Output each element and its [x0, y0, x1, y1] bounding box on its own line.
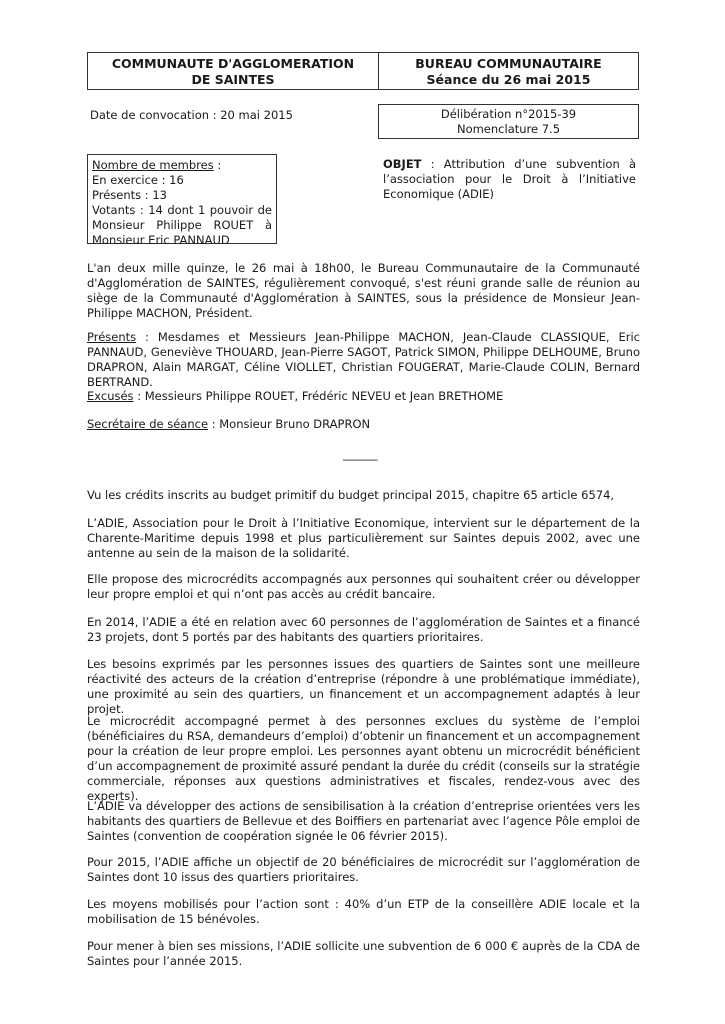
convocation-date: Date de convocation : 20 mai 2015: [90, 108, 293, 122]
members-presents: Présents : 13: [92, 188, 167, 202]
presents-text: : Mesdames et Messieurs Jean-Philippe MACHON, Jean-Claude CLASSIQUE, Eric PANNAUD, Geneviève THOUARD, Jean-Pierre SAGOT, Patrick SIMON, Philippe DELHOUME, Bruno DRAPRON, Alain MARGAT, Céline VIOLLET, Christian FOUGERAT, Marie-Claude COLIN, Bernard BERTRAND.: [87, 330, 640, 389]
excuses-paragraph: [87, 389, 640, 404]
header-right-box: [378, 52, 639, 90]
header-left-line2: DE SAINTES: [191, 72, 275, 87]
body-paragraph: Elle propose des microcrédits accompagnés aux personnes qui souhaitent créer ou développer leur propre emploi et qui n’ont pas accès au crédit bancaire.: [87, 572, 640, 601]
objet-text: : Attribution d’une subvention à l’association pour le Droit à l’Initiative Economique (ADIE): [383, 157, 636, 201]
objet-label: OBJET: [383, 157, 422, 171]
members-votants: Votants : 14 dont 1 pouvoir de Monsieur Philippe ROUET à Monsieur Eric PANNAUD: [92, 203, 272, 247]
header-right-title: [379, 53, 638, 88]
header-right-line2: Séance du 26 mai 2015: [426, 72, 591, 87]
members-box: [87, 154, 277, 247]
nomenclature: Nomenclature 7.5: [456, 122, 561, 136]
header-left-box: [87, 52, 379, 90]
secretaire-label: Secrétaire de séance: [87, 417, 209, 431]
header-left-title: [88, 53, 378, 88]
body-paragraph: L’ADIE, Association pour le Droit à l’Initiative Economique, intervient sur le département de la Charente-Maritime depuis 1998 et plus particulièrement sur Saintes depuis 2002, avec une antenne au sein de la maison de la solidarité.: [87, 516, 640, 560]
header-right-line1: BUREAU COMMUNAUTAIRE: [415, 56, 602, 71]
deliberation-box: [378, 104, 639, 139]
body-paragraph: Le microcrédit accompagné permet à des personnes exclues du système de l’emploi (bénéficiaires du RSA, demandeurs d’emploi) d’obtenir un financement et un accompagnement pour la création de leur propre emploi. Les personnes ayant obtenu un microcrédit bénéficient d’un accompagnement de proximité assuré pendant la durée du crédit (conseils sur la stratégie commerciale, réponses aux questions administratives et fiscales, rendez-vous avec des experts).: [87, 714, 640, 803]
presents-label: Présents: [87, 330, 137, 344]
secretaire-paragraph: [87, 417, 640, 432]
body-paragraph: Les besoins exprimés par les personnes issues des quartiers de Saintes sont une meilleure réactivité des acteurs de la création d’entreprise (répondre à une problématique immédiate), une proximité au sein des quartiers, un financement et un accompagnement adaptés à leur projet.: [87, 657, 640, 716]
body-paragraph: L’ADIE va développer des actions de sensibilisation à la création d’entreprise orientées vers les habitants des quartiers de Bellevue et des Boiffiers en partenariat avec l’agence Pôle emploi de Saintes (convention de coopération signée le 06 février 2015).: [87, 799, 640, 843]
excuses-label: Excusés: [87, 389, 134, 403]
excuses-text: : Messieurs Philippe ROUET, Frédéric NEVEU et Jean BRETHOME: [133, 389, 504, 403]
deliberation-number: Délibération n°2015-39: [440, 107, 577, 121]
members-en-exercice: En exercice : 16: [92, 173, 184, 187]
body-paragraph: Pour mener à bien ses missions, l’ADIE sollicite une subvention de 6 000 € auprès de la CDA de Saintes pour l’année 2015.: [87, 939, 640, 968]
members-heading-line: Nombre de membres :: [92, 158, 222, 172]
body-paragraph: Vu les crédits inscrits au budget primitif du budget principal 2015, chapitre 65 article 6574,: [87, 488, 615, 502]
header-left-line1: COMMUNAUTE D'AGGLOMERATION: [111, 56, 355, 71]
members-heading: Nombre de membres: [92, 158, 214, 172]
intro-paragraph: L'an deux mille quinze, le 26 mai à 18h00, le Bureau Communautaire de la Communauté d'Agglomération de SAINTES, régulièrement convoqué, s'est réuni grande salle de réunion au siège de la Communauté d'Agglomération à SAINTES, sous la présidence de Monsieur Jean-Philippe MACHON, Président.: [87, 261, 640, 320]
body-paragraph: En 2014, l’ADIE a été en relation avec 60 personnes de l’agglomération de Saintes et a financé 23 projets, dont 5 portés par des habitants des quartiers prioritaires.: [87, 615, 640, 644]
secretaire-text: : Monsieur Bruno DRAPRON: [208, 417, 371, 431]
presents-paragraph: [87, 330, 640, 390]
separator: ______: [343, 447, 378, 461]
body-paragraph: Pour 2015, l’ADIE affiche un objectif de 20 bénéficiaires de microcrédit sur l’agglomération de Saintes dont 10 issus des quartiers prioritaires.: [87, 855, 640, 884]
body-paragraph: Les moyens mobilisés pour l’action sont : 40% d’un ETP de la conseillère ADIE locale et la mobilisation de 15 bénévoles.: [87, 897, 640, 926]
objet: [383, 157, 636, 202]
